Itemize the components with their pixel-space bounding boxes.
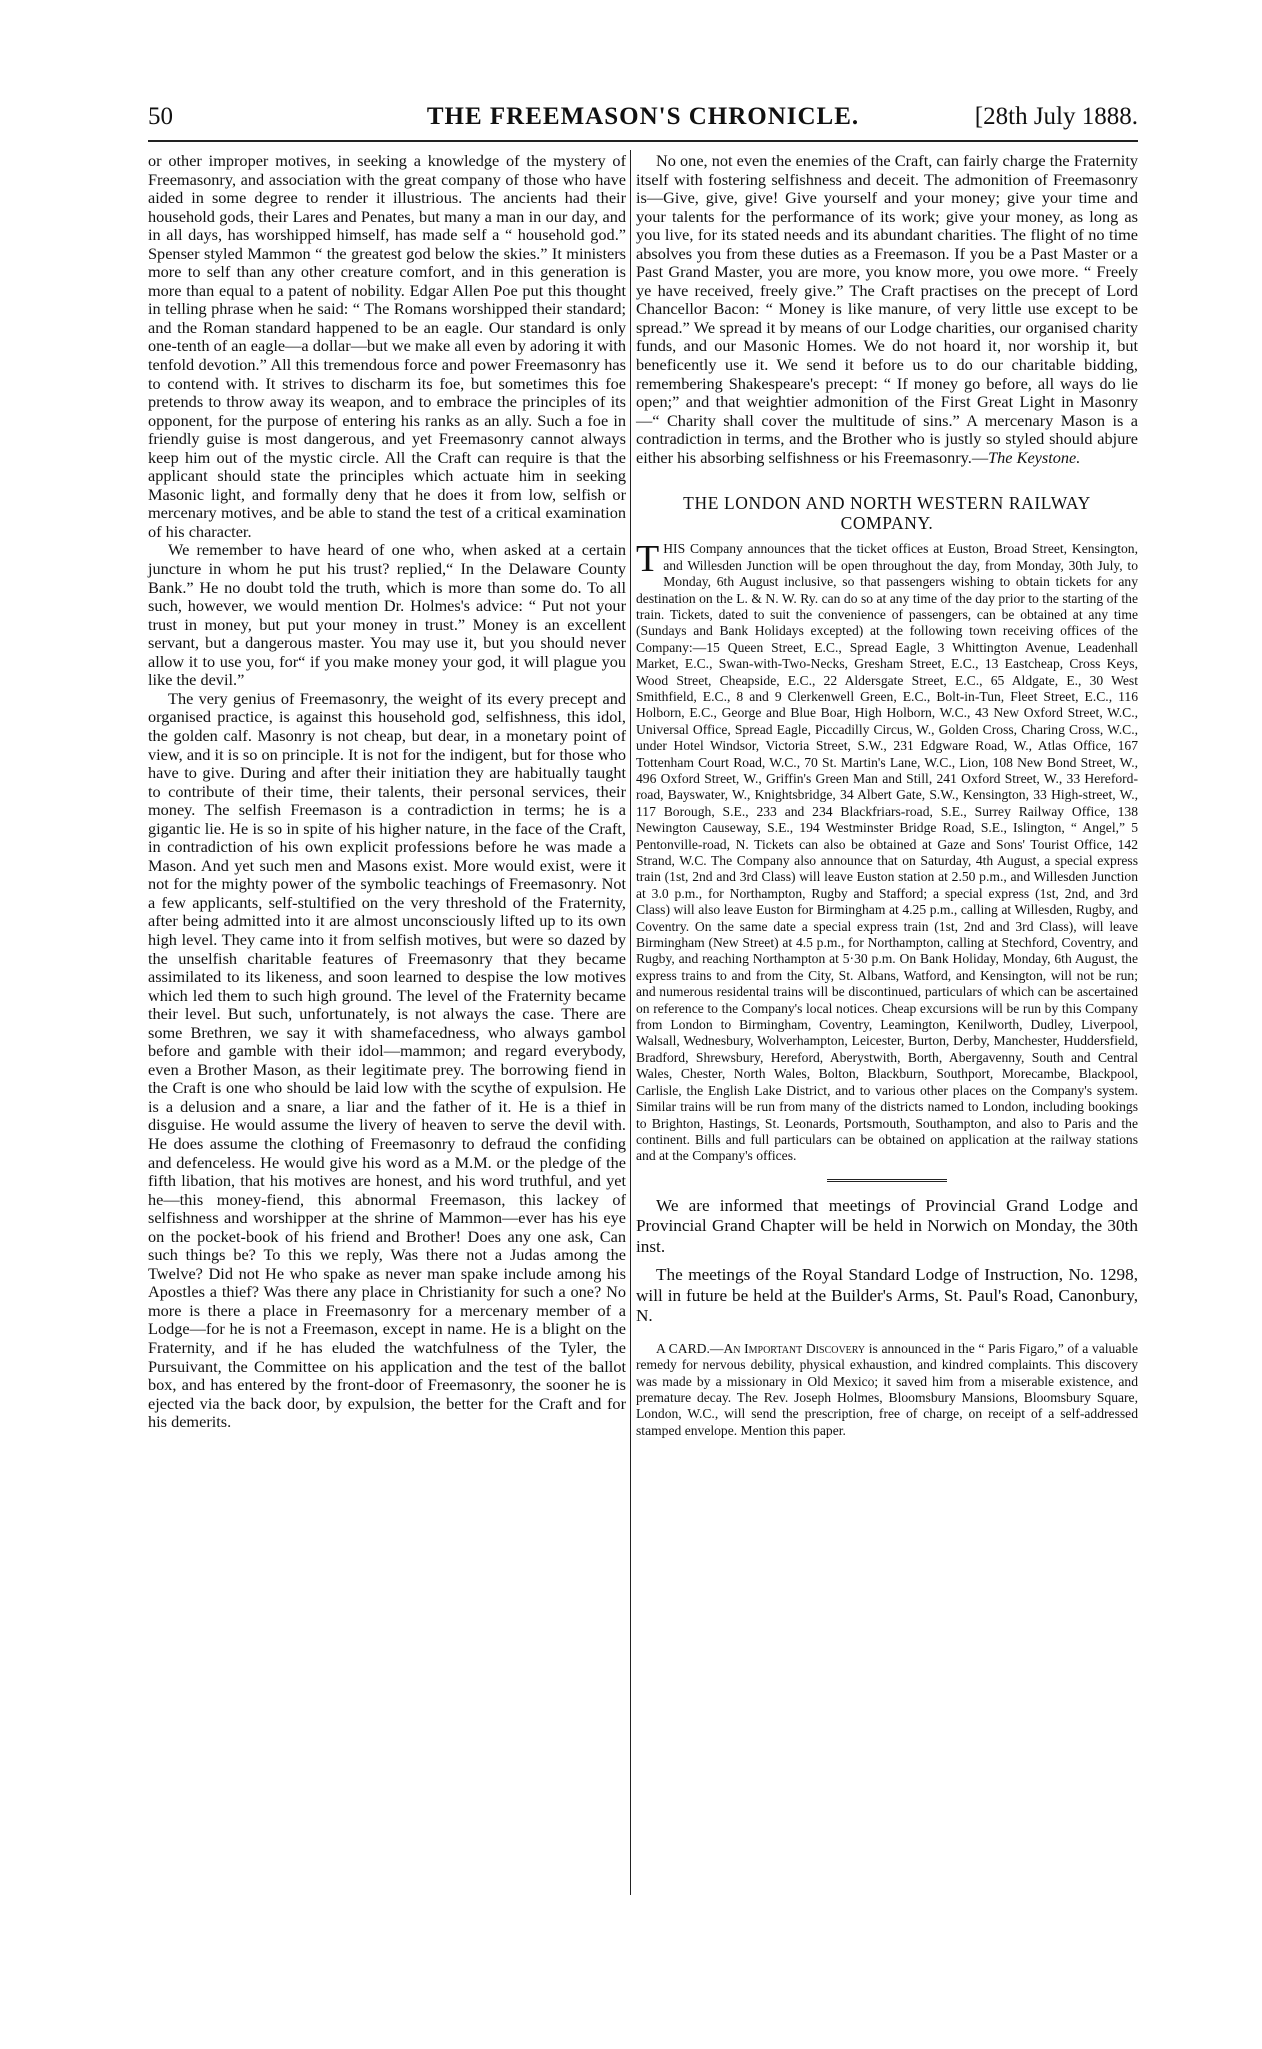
drop-cap: T bbox=[636, 538, 660, 581]
right-column bbox=[636, 152, 1138, 1439]
railway-notice bbox=[636, 538, 1138, 1164]
page-header bbox=[148, 100, 1138, 134]
section-divider bbox=[827, 1179, 947, 1182]
article-conclusion bbox=[636, 152, 1138, 467]
article-paragraph-2: We remember to have heard of one who, when asked at a certain juncture in whom he put his trust? replied,“ In the Delaware County Bank.” He no doubt told the truth, which is more than some do. To all such, however, we would mention Dr. Holmes's advice: “ Put not your trust in money, but put your money in trust.” Money is an excellent servant, but a dangerous master. You may use it, but you should never allow it to use you, for“ if you make money your god, it will plague you like the devil.” bbox=[148, 540, 626, 690]
source-attribution: The Keystone. bbox=[988, 447, 1081, 467]
advertisement-card bbox=[636, 1341, 1138, 1439]
page-number: 50 bbox=[148, 103, 173, 130]
card-small-caps: An Important Discovery bbox=[723, 1340, 866, 1356]
conclusion-text: No one, not even the enemies of the Craft, can fairly charge the Fraternity itself with fostering selfishness and deceit. The admonition of Freemasonry is—Give, give, give! Give yourself and your money; give your time and your talents for the performance of its work; give your money, as long as you live, for its stated needs and its abundant charities. The flight of no time absolves you from these duties as a Freemason. If you be a Past Master or a Past Grand Master, you are more, you know more, you owe more. “ Freely ye have received, freely give.” The Craft practises on the precept of Lord Chancellor Bacon: “ Money is like manure, of very little use except to be spread.” We spread it by means of our Lodge charities, our organised charity funds, and our Masonic Homes. We do not hoard it, nor worship it, but beneficently use it. We send it before us to do our charitable bidding, remembering Shakespeare's precept: “ If money go before, all ways do lie open;” and that weightier admonition of the First Great Light in Masonry —“ Charity shall cover the multitude of sins.” A mercenary Mason is a contradiction in terms, and the Brother who is justly so styled should abjure either his absorbing selfishness or his Freemasonry.— bbox=[636, 151, 1138, 467]
issue-date: [28th July 1888. bbox=[974, 103, 1138, 130]
provincial-grand-lodge-notice: We are informed that meetings of Provincial Grand Lodge and Provincial Grand Chapter will be held in Norwich on Monday, the 30th inst. bbox=[636, 1195, 1138, 1256]
royal-standard-lodge-notice: The meetings of the Royal Standard Lodge of Instruction, No. 1298, will in future be held at the Builder's Arms, St. Paul's Road, Canonbury, N. bbox=[636, 1265, 1138, 1326]
card-text: is announced in the “ Paris Figaro,” of a valuable remedy for nervous debility, physical exhaustion, and kindred complaints. This discovery was made by a missionary in Old Mexico; it saved him from a miserable existence, and premature decay. The Rev. Joseph Holmes, Bloomsbury Mansions, Bloomsbury Square, London, W.C., will send the prescription, free of charge, on receipt of a self-addressed stamped envelope. Mention this paper. bbox=[636, 1340, 1138, 1438]
article-paragraph-3: The very genius of Freemasonry, the weight of its every precept and organised practice, is against this household god, selfishness, this idol, the golden calf. Masonry is not cheap, but dear, in a monetary point of view, and it is so on principle. It is not for the indigent, but for those who have to give. During and after their initiation they are habitually taught to contribute of their time, their talents, their personal services, their money. The selfish Freemason is a contradiction in terms; he is a gigantic lie. He is so in spite of his higher nature, in the face of the Craft, in contradiction of his own explicit professions before he was made a Mason. And yet such men and Masons exist. More would exist, were it not for the mighty power of the symbolic teachings of Freemasonry. Not a few applicants, self-stultified on the very threshold of the Fraternity, after being admitted into it are almost unconsciously lifted up to its own high level. They came into it from selfish motives, but were so dazed by the unselfish charitable features of Freemasonry that they became assimilated to its likeness, and soon learned to despise the low motives which led them to such high ground. The level of the Fraternity became their level. But such, unfortunately, is not always the case. There are some Brethren, we say it with shamefacedness, who always gambol before and gamble with their idol—mammon; and regard everybody, even a Brother Mason, as their legitimate prey. The borrowing fiend in the Craft is one who should be laid low with the scythe of expulsion. He is a delusion and a snare, a liar and the father of it. He is a thief in disguise. He would assume the livery of heaven to serve the devil with. He does assume the clothing of Freemasonry to defraud the confiding and defenceless. He would give his word as a M.M. or the pledge of the fifth libation, that his motives are honest, and his word truthful, and yet he—this money-fiend, this abnormal Freemason, this lackey of selfishness and worshipper at the shrine of Mammon—ever has his eye on the pocket-book of his friend and Brother! Does any one ask, Can such things be? To this we reply, Was there not a Judas among the Twelve? Did not He who spake as never man spake include among his Apostles a thief? Was there any place in Christianity for such a one? No more is there a place in Freemasonry for a mercenary member of a Lodge—for he is not a Freemason, except in name. He is a blight on the Fraternity, and if he has eluded the watchfulness of the Tyler, the Pursuivant, the Committee on his application and the test of the ballot box, and has entered by the front-door of Freemasonry, the sooner he is ejected via the back door, by expulsion, the better for the Craft and for his demerits. bbox=[148, 688, 626, 1432]
article-paragraph-1: or other improper motives, in seeking a knowledge of the mystery of Freemasonry, and association with the great company of those who have aided in some degree to render it illustrious. The ancients had their household gods, their Lares and Penates, but many a man in our day, and in all days, has worshipped himself, has made self a “ household god.” Spenser styled Mammon “ the greatest god below the skies.” It ministers more to self than any other creature comfort, and in this generation is more than equal to a patent of nobility. Edgar Allen Poe put this thought in telling phrase when he said: “ The Romans worshipped their standard; and the Roman standard happened to be an eagle. Our standard is only one-tenth of an eagle—a dollar—but we make all even by adoring it with tenfold devotion.” All this tremendous force and power Freemasonry has to contend with. It strives to discharm its foe, but sometimes this foe pretends to throw away its weapon, and to embrace the principles of its opponent, for the purpose of entering his ranks as an ally. Such a foe in friendly guise is most dangerous, and yet Freemasonry cannot always keep him out of the mystic circle. All the Craft can require is that the applicant should state the principles which actuate him in seeking Masonic light, and formally deny that he does it from low, selfish or mercenary motives, and be able to stand the test of a critical examination of his character. bbox=[148, 151, 626, 541]
railway-notice-text: HIS Company announces that the ticket offices at Euston, Broad Street, Kensington, and Willesden Junction will be open throughout the day, from Monday, 30th July, to Monday, 6th August inclusive, so that passengers wishing to obtain tickets for any destination on the L. & N. W. Ry. can do so at any time of the day prior to the starting of the train. Tickets, dated to suit the convenience of passengers, can be obtained at any time (Sundays and Bank Holidays excepted) at the following town receiving offices of the Company:—15 Queen Street, E.C., Spread Eagle, 3 Whittington Avenue, Leadenhall Market, E.C., Swan-with-Two-Necks, Gresham Street, E.C., 13 Eastcheap, Cross Keys, Wood Street, Cheapside, E.C., 22 Aldersgate Street, E.C., 65 Aldgate, E., 30 West Smithfield, E.C., 8 and 9 Clerkenwell Green, E.C., Bolt-in-Tun, Fleet Street, E.C., 116 Holborn, E.C., George and Blue Boar, High Holborn, W.C., 43 New Oxford Street, W.C., Universal Office, Spread Eagle, Piccadilly Circus, W., Golden Cross, Charing Cross, W.C., under Hotel Windsor, Victoria Street, S.W., 231 Edgware Road, W., Atlas Office, 167 Tottenham Court Road, W.C., 70 St. Martin's Lane, W.C., Lion, 108 New Bond Street, W., 496 Oxford Street, W., Griffin's Green Man and Still, 241 Oxford Street, W., 33 Hereford-road, Bayswater, W., Knightsbridge, 34 Albert Gate, S.W., Kensington, 33 High-street, W., 117 Borough, S.E., 233 and 234 Blackfriars-road, S.E., Surrey Railway Office, 138 Newington Causeway, S.E., 194 Westminster Bridge Road, S.E., Islington, “ Angel,” 5 Pentonville-road, N. Tickets can also be obtained at Gaze and Sons' Tourist Office, 142 Strand, W.C. The Company also announce that on Saturday, 4th August, a special express train (1st, 2nd and 3rd Class) will leave Euston station at 2.50 p.m., and Willesden Junction at 3.0 p.m., for Northampton, Rugby and Stafford; a special express (1st, 2nd, and 3rd Class) will also leave Euston for Birmingham at 4.25 p.m., calling at Willesden, Rugby, and Coventry. On the same date a special express train (1st, 2nd and 3rd Class), will leave Birmingham (New Street) at 4.5 p.m., for Northampton, calling at Stechford, Coventry, and Rugby, and reaching Northampton at 5·30 p.m. On Bank Holiday, Monday, 6th August, the express trains to and from the City, St. Albans, Watford, and Kensington, will not be run; and numerous residental trains will be discontinued, particulars of which can be ascertained on reference to the Company's local notices. Cheap excursions will be run by this Company from London to Birmingham, Coventry, Leamington, Kenilworth, Dudley, Liverpool, Walsall, Wednesbury, Wolverhampton, Leicester, Burton, Derby, Manchester, Huddersfield, Bradford, Shrewsbury, Hereford, Aberystwith, Borth, Abergavenny, South and Central Wales, Chester, North Wales, Bolton, Blackburn, Southport, Morecambe, Blackpool, Carlisle, the English Lake District, and to various other places on the Company's system. Similar trains will be run from many of the districts named to London, including bookings to Brighton, Hastings, St. Leonards, Portsmouth, Southampton, and also to Paris and the continent. Bills and full particulars can be obtained on application at the railway stations and at the Company's offices. bbox=[636, 541, 1138, 1164]
header-rule bbox=[148, 140, 1138, 142]
column-divider bbox=[630, 150, 631, 1895]
masthead-title: THE FREEMASON'S CHRONICLE. bbox=[426, 103, 860, 130]
railway-heading: THE LONDON AND NORTH WESTERN RAILWAY COMPANY. bbox=[683, 493, 1091, 534]
left-column bbox=[148, 152, 626, 1432]
card-lead: A CARD.— bbox=[656, 1340, 724, 1356]
lodge-notices bbox=[636, 1196, 1138, 1327]
